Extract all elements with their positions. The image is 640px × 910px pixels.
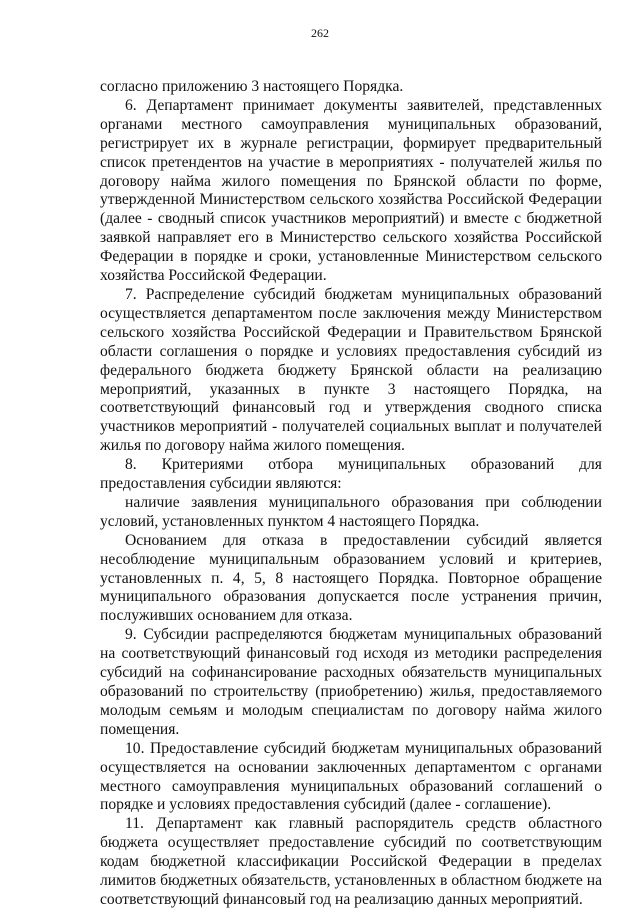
document-body bbox=[100, 78, 602, 910]
paragraph-item-7: 7. Распределение субсидий бюджетам муниципальных образований осуществляется департаментом после заключения между Министерством сельского хозяйства Российской Федерации и Правительством Брянской области соглашения о порядке и условиях предоставления субсидий из федерального бюджета бюджету Брянской области на реализацию мероприятий, указанных в пункте 3 настоящего Порядка, на соответствующий финансовый год и утверждения сводного списка участников мероприятий - получателей социальных выплат и получателей жилья по договору найма жилого помещения. bbox=[100, 285, 602, 455]
paragraph-item-11: 11. Департамент как главный распорядитель средств областного бюджета осуществляет предоставление субсидий по соответствующим кодам бюджетной классификации Российской Федерации в пределах лимитов бюджетных обязательств, установленных в областном бюджете на соответствующий финансовый год на реализацию данных мероприятий. bbox=[100, 815, 602, 908]
paragraph-item-8: 8. Критериями отбора муниципальных образований для предоставления субсидии являются: bbox=[100, 456, 602, 493]
paragraph-criterion: наличие заявления муниципального образования при соблюдении условий, установленных пунктом 4 настоящего Порядка. bbox=[100, 493, 602, 530]
page-number: 262 bbox=[311, 26, 329, 40]
paragraph-item-9: 9. Субсидии распределяются бюджетам муниципальных образований на соответствующий финансовый год исходя из методики распределения субсидий на софинансирование расходных обязательств муниципальных образований по строительству (приобретению) жилья, предоставляемого молодым семьям и молодым специалистам по договору найма жилого помещения. bbox=[100, 626, 602, 738]
paragraph-refusal-grounds: Основанием для отказа в предоставлении субсидий является несоблюдение муниципальным образованием условий и критериев, установленных п. 4, 5, 8 настоящего Порядка. Повторное обращение муниципального образования допускается после устранения причин, послуживших основанием для отказа. bbox=[100, 531, 602, 625]
paragraph-continuation: согласно приложению 3 настоящего Порядка. bbox=[100, 78, 404, 95]
paragraph-item-6: 6. Департамент принимает документы заявителей, представленных органами местного самоуправления муниципальных образований, регистрирует их в журнале регистрации, формирует предварительный список претендентов на участие в мероприятиях - получателей жилья по договору найма жилого помещения по Брянской области по форме, утвержденной Министерством сельского хозяйства Российской Федерации (далее - сводный список участников мероприятий) и вместе с бюджетной заявкой направляет его в Министерство сельского хозяйства Российской Федерации в порядке и сроки, установленные Министерством сельского хозяйства Российской Федерации. bbox=[100, 96, 602, 285]
paragraph-item-10: 10. Предоставление субсидий бюджетам муниципальных образований осуществляется на основании заключенных департаментом с органами местного самоуправления муниципальных образований соглашений о порядке и условиях предоставления субсидий (далее - соглашение). bbox=[100, 739, 602, 814]
